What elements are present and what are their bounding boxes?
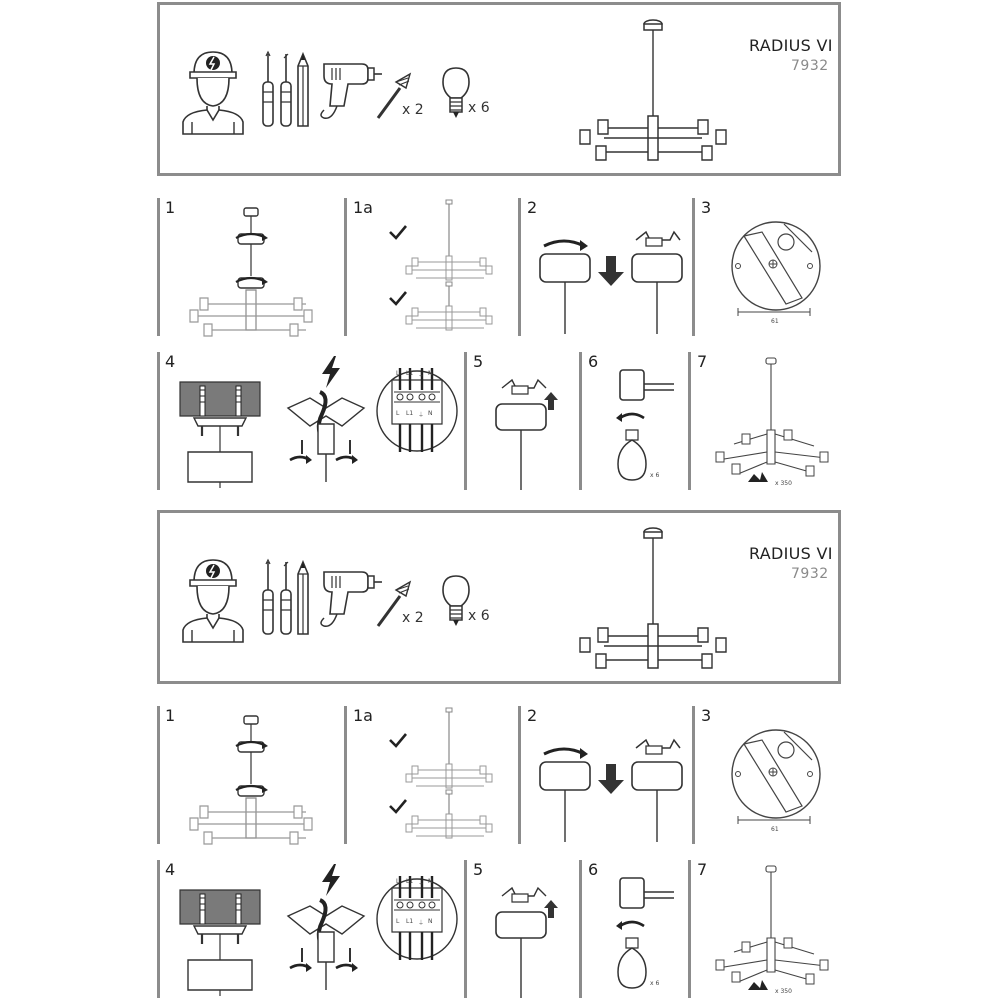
terminal-label: L1 [406,370,414,377]
step-divider [688,860,691,998]
step-6-bulb-install-drawing [608,368,682,484]
terminal-label: ⏚ [418,880,425,887]
terminal-label: L1 [406,410,414,417]
step-divider [518,198,521,336]
chandelier-product-drawing [578,18,728,166]
step-divider [157,198,160,336]
bulb-count: x 6 [650,980,660,987]
step-divider [579,860,582,998]
pencil-icon [296,54,310,130]
dimension-label: 61 [771,826,779,833]
step-5-canopy-install-drawing [490,378,564,490]
terminal-label: ⏚ [418,412,425,419]
step-number: 1a [353,706,373,725]
step-4-wiring-drawing [280,386,372,482]
terminal-label: L [396,370,400,377]
terminal-block-detail [374,870,460,968]
bulb-quantity: x 6 [468,100,490,116]
drill-icon [318,58,382,128]
step-7-finished-chandelier-drawing [714,864,832,992]
step-7-finished-chandelier-drawing [714,356,832,484]
lightning-icon [320,356,342,388]
terminal-block-detail [374,362,460,460]
step-number: 1 [165,706,176,725]
step-2-canopy-removal-drawing [538,736,682,844]
anchor-quantity: x 2 [402,610,424,626]
terminal-label: ⏚ [418,920,425,927]
step-number: 4 [165,860,176,879]
step-4-wiring-drawing [280,894,372,990]
bulb-quantity: x 6 [468,608,490,624]
terminal-label: L [396,878,400,885]
terminal-label: N [428,918,433,925]
product-code: 7932 [791,566,829,582]
dimension-label: 61 [771,318,779,325]
step-number: 1 [165,198,176,217]
step-number: 1a [353,198,373,217]
step-divider [157,860,160,998]
step-divider [692,198,695,336]
terminal-label: N [428,370,433,377]
step-number: 4 [165,352,176,371]
step-4-ceiling-mount-drawing [180,880,260,996]
step-1-disassembly-drawing [186,712,316,844]
light-bulb-icon [441,574,471,628]
step-number: 5 [473,860,484,879]
step-number: 7 [697,860,708,879]
terminal-label: L1 [406,918,414,925]
step-number: 6 [588,860,599,879]
electrician-icon [180,44,246,136]
terminal-label: N [428,410,433,417]
bulb-count: x 6 [650,472,660,479]
screwdriver-icon [260,52,296,128]
drill-icon [318,566,382,636]
pencil-icon [296,562,310,638]
step-number: 3 [701,198,712,217]
step-4-ceiling-mount-drawing [180,372,260,488]
step-1-disassembly-drawing [186,204,316,336]
product-code: 7932 [791,58,829,74]
height-label: x 350 [775,988,792,995]
screwdriver-icon [260,560,296,636]
step-3-mounting-plate-drawing [728,720,828,840]
step-divider [464,860,467,998]
step-divider [464,352,467,490]
product-name: RADIUS VI [749,544,833,563]
step-number: 7 [697,352,708,371]
step-1a-height-adjust-drawing [386,708,496,844]
instruction-sheet [0,0,1000,500]
step-divider [579,352,582,490]
step-1a-height-adjust-drawing [386,200,496,336]
step-5-canopy-install-drawing [490,886,564,998]
step-number: 5 [473,352,484,371]
step-divider [157,352,160,490]
step-number: 3 [701,706,712,725]
electrician-icon [180,552,246,644]
chandelier-product-drawing [578,526,728,674]
step-divider [518,706,521,844]
step-3-mounting-plate-drawing [728,212,828,332]
step-number: 2 [527,706,538,725]
light-bulb-icon [441,66,471,120]
product-name: RADIUS VI [749,36,833,55]
terminal-label: L [396,918,400,925]
instruction-sheet [0,508,1000,1008]
terminal-label: ⏚ [418,372,425,379]
step-number: 6 [588,352,599,371]
terminal-label: L [396,410,400,417]
lightning-icon [320,864,342,896]
step-divider [344,706,347,844]
step-2-canopy-removal-drawing [538,228,682,336]
anchor-quantity: x 2 [402,102,424,118]
step-divider [344,198,347,336]
step-divider [157,706,160,844]
step-6-bulb-install-drawing [608,876,682,992]
step-number: 2 [527,198,538,217]
step-divider [688,352,691,490]
height-label: x 350 [775,480,792,487]
step-divider [692,706,695,844]
terminal-label: N [428,878,433,885]
terminal-label: L1 [406,878,414,885]
